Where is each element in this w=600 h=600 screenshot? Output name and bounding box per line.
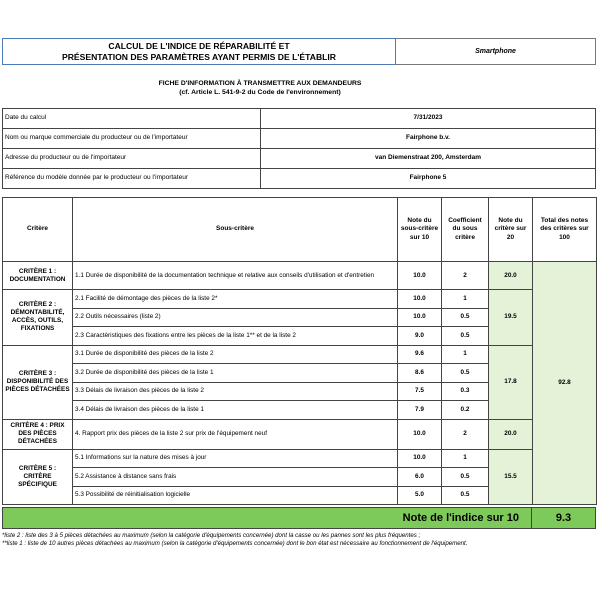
info-value: Fairphone 5 <box>261 169 596 189</box>
sub-note: 10.0 <box>398 290 442 309</box>
table-row <box>3 419 597 449</box>
critere-2-note: 19.5 <box>489 290 533 346</box>
sub-coef: 0.5 <box>442 468 489 487</box>
title-line-2: PRÉSENTATION DES PARAMÈTRES AYANT PERMIS DE L'ÉTABLIR <box>61 51 337 62</box>
info-row <box>3 149 596 169</box>
document-title <box>2 38 396 65</box>
sub-note: 10.0 <box>398 308 442 327</box>
sub-coef: 1 <box>442 345 489 364</box>
sub-critere: 3.3 Délais de livraison des pièces de la liste 2 <box>73 382 398 401</box>
critere-1-note: 20.0 <box>489 262 533 290</box>
footnote-1: *liste 2 : liste des 3 à 5 pièces détachées au maximum (selon la catégorie d'équipements concernée) dont la casse ou les pannes sont les plus fréquentes ; <box>2 532 421 539</box>
header-note-sous: Note du sous-critère sur 10 <box>398 198 442 262</box>
info-table <box>2 108 596 189</box>
sub-coef: 0.3 <box>442 382 489 401</box>
title-line-1: CALCUL DE L'INDICE DE RÉPARABILITÉ ET <box>108 41 290 52</box>
sub-note: 6.0 <box>398 468 442 487</box>
score-table <box>2 197 597 505</box>
info-row <box>3 129 596 149</box>
sub-critere: 5.1 Informations sur la nature des mises à jour <box>73 449 398 468</box>
sub-note: 7.9 <box>398 401 442 420</box>
sub-note: 9.0 <box>398 327 442 346</box>
header-sous-critere: Sous-critère <box>73 198 398 262</box>
sub-critere: 3.4 Délais de livraison des pièces de la liste 1 <box>73 401 398 420</box>
sub-coef: 0.5 <box>442 327 489 346</box>
table-row <box>3 290 597 309</box>
sub-note: 5.0 <box>398 486 442 505</box>
sub-critere: 3.2 Durée de disponibilité des pièces de la liste 1 <box>73 364 398 383</box>
table-row <box>3 449 597 468</box>
table-row <box>3 345 597 364</box>
info-value: Fairphone b.v. <box>261 129 596 149</box>
sub-critere: 2.3 Caractéristiques des fixations entre les pièces de la liste 1** et de la liste 2 <box>73 327 398 346</box>
footnote-2: **liste 1 : liste de 10 autres pièces détachées au maximum (selon la catégorie d'équipements concernée) dont le bon état est nécessaire au fonctionnement de l'équipement. <box>2 540 468 548</box>
sub-coef: 2 <box>442 262 489 290</box>
footnotes <box>2 532 596 548</box>
critere-3-note: 17.8 <box>489 345 533 419</box>
device-type: Smartphone <box>396 38 596 65</box>
header-note-critere: Note du critère sur 20 <box>489 198 533 262</box>
header-total: Total des notes des critères sur 100 <box>533 198 597 262</box>
header-coef: Coefficient du sous critère <box>442 198 489 262</box>
sub-note: 7.5 <box>398 382 442 401</box>
header-critere: Critère <box>3 198 73 262</box>
sub-critere: 3.1 Durée de disponibilité des pièces de la liste 2 <box>73 345 398 364</box>
critere-4-note: 20.0 <box>489 419 533 449</box>
info-row <box>3 109 596 129</box>
sub-coef: 0.5 <box>442 364 489 383</box>
sub-note: 9.6 <box>398 345 442 364</box>
sub-coef: 0.5 <box>442 308 489 327</box>
critere-1-label: CRITÈRE 1 : DOCUMENTATION <box>3 262 73 290</box>
sub-critere: 5.2 Assistance à distance sans frais <box>73 468 398 487</box>
info-label: Adresse du producteur ou de l'importateur <box>3 149 261 169</box>
final-score-label: Note de l'indice sur 10 <box>2 507 532 529</box>
sub-coef: 0.2 <box>442 401 489 420</box>
info-value: van Diemenstraat 200, Amsterdam <box>261 149 596 169</box>
sub-note: 10.0 <box>398 419 442 449</box>
info-label: Date du calcul <box>3 109 261 129</box>
total-score: 92.8 <box>533 262 597 505</box>
critere-5-label: CRITÈRE 5 : CRITÈRE SPÉCIFIQUE <box>3 449 73 505</box>
sub-coef: 2 <box>442 419 489 449</box>
subtitle-line-1: FICHE D'INFORMATION À TRANSMETTRE AUX DEMANDEURS <box>158 80 362 87</box>
sub-note: 10.0 <box>398 262 442 290</box>
sub-note: 8.6 <box>398 364 442 383</box>
sub-critere: 1.1 Durée de disponibilité de la documentation technique et relative aux conseils d'utilisation et d'entretien <box>73 262 398 290</box>
info-row <box>3 169 596 189</box>
info-label: Nom ou marque commerciale du producteur ou de l'importateur <box>3 129 261 149</box>
sub-note: 10.0 <box>398 449 442 468</box>
critere-3-label: CRITÈRE 3 : DISPONIBILITÉ DES PIÈCES DÉTACHÉES <box>3 345 73 419</box>
critere-5-note: 15.5 <box>489 449 533 505</box>
info-label: Référence du modèle donnée par le producteur ou l'importateur <box>3 169 261 189</box>
subtitle <box>60 80 460 98</box>
table-row <box>3 262 597 290</box>
info-value: 7/31/2023 <box>261 109 596 129</box>
final-score-value: 9.3 <box>532 507 596 529</box>
sub-coef: 0.5 <box>442 486 489 505</box>
sub-critere: 4. Rapport prix des pièces de la liste 2 sur prix de l'équipement neuf <box>73 419 398 449</box>
final-score-row <box>2 507 596 529</box>
sub-critere: 5.3 Possibilité de réinitialisation logicielle <box>73 486 398 505</box>
critere-4-label: CRITÈRE 4 : PRIX DES PIÈCES DÉTACHÉES <box>3 419 73 449</box>
sub-coef: 1 <box>442 290 489 309</box>
critere-2-label: CRITÈRE 2 : DÉMONTABILITÉ, ACCÈS, OUTILS, FIXATIONS <box>3 290 73 346</box>
header-row <box>3 198 597 262</box>
sub-critere: 2.2 Outils nécessaires (liste 2) <box>73 308 398 327</box>
sub-critere: 2.1 Facilité de démontage des pièces de la liste 2* <box>73 290 398 309</box>
sub-coef: 1 <box>442 449 489 468</box>
subtitle-line-2: (cf. Article L. 541-9-2 du Code de l'environnement) <box>179 88 341 96</box>
